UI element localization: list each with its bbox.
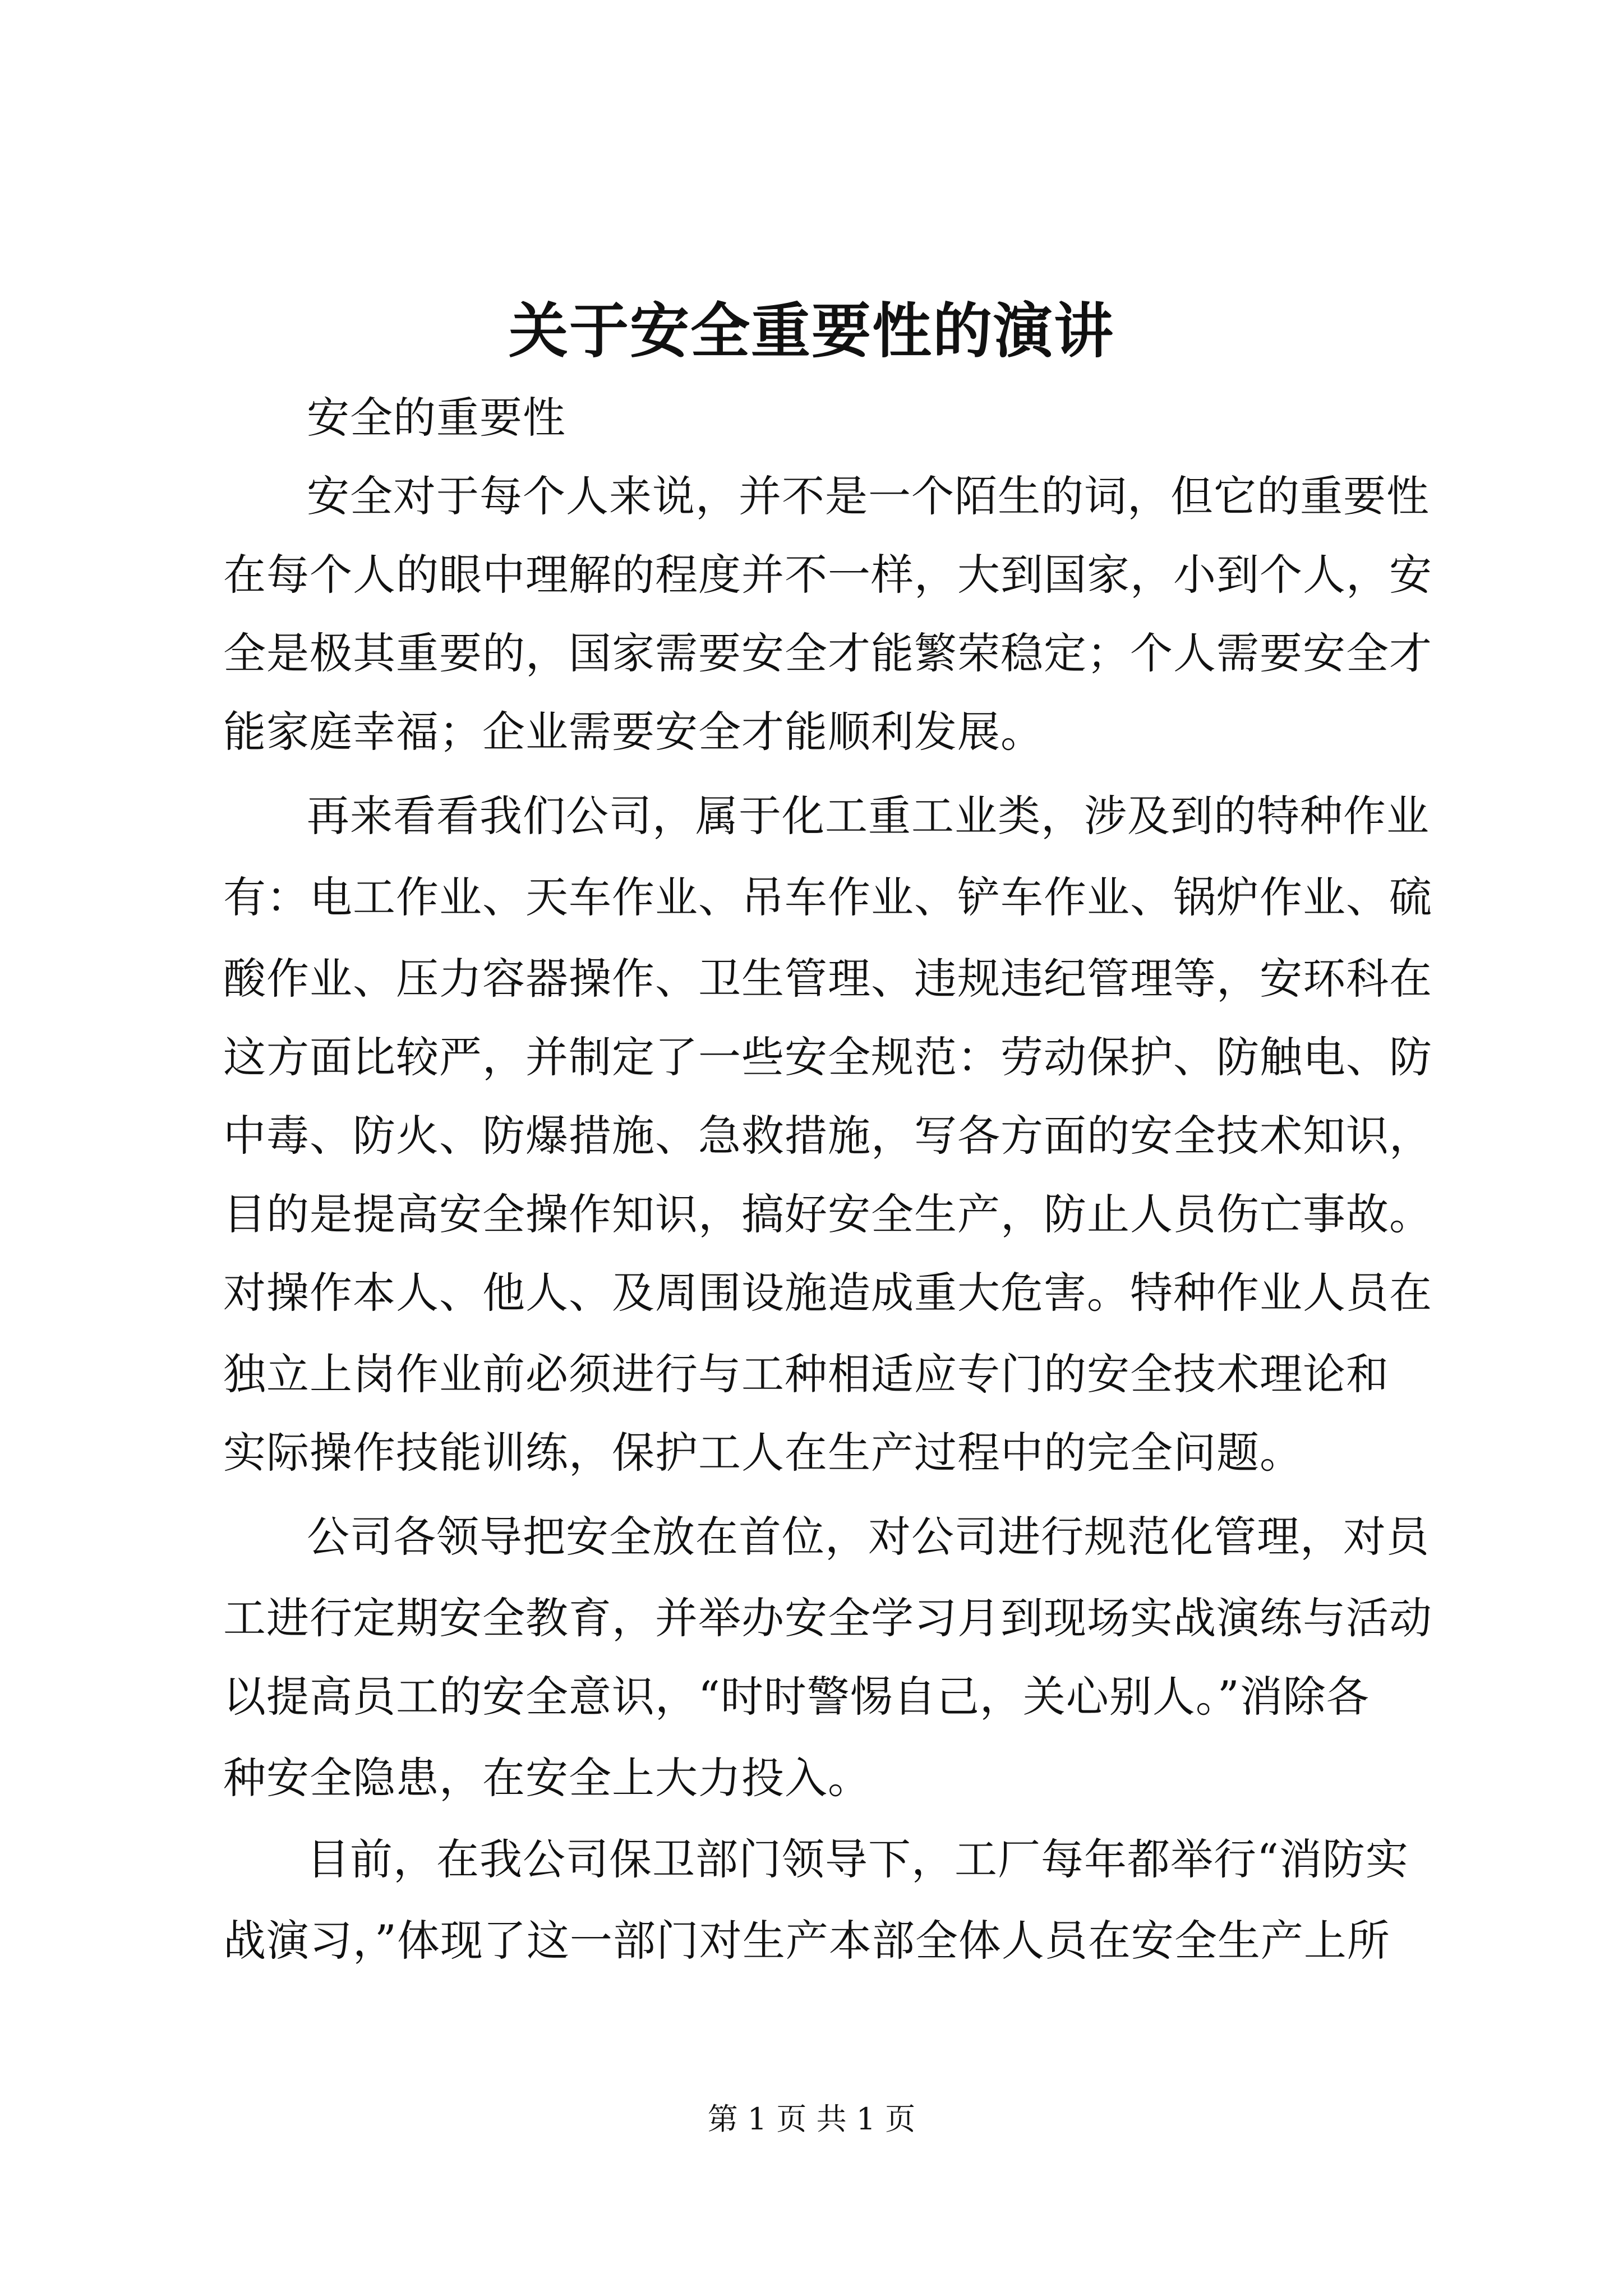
paragraph-2-line-4: 这方面比较严，并制定了一些安全规范：劳动保护、防触电、防 — [223, 1032, 1432, 1082]
page-number-footer: 第 1 页 共 1 页 — [707, 2101, 916, 2137]
paragraph-2-line-8: 独立上岗作业前必须进行与工种相适应专门的安全技术理论和 — [223, 1349, 1389, 1399]
paragraph-3-line-2: 工进行定期安全教育，并举办安全学习月到现场实战演练与活动 — [223, 1593, 1432, 1643]
paragraph-2-line-2: 有：电工作业、天车作业、吊车作业、铲车作业、锅炉作业、硫 — [223, 872, 1432, 922]
paragraph-2-line-6: 目的是提高安全操作知识，搞好安全生产，防止人员伤亡事故。 — [223, 1189, 1432, 1239]
paragraph-2-line-9: 实际操作技能训练，保护工人在生产过程中的完全问题。 — [223, 1428, 1303, 1478]
paragraph-2-line-7: 对操作本人、他人、及周围设施造成重大危害。特种作业人员在 — [223, 1268, 1432, 1318]
paragraph-4-line-2: 战演习，”体现了这一部门对生产本部全体人员在安全生产上所 — [223, 1916, 1390, 1966]
paragraph-4-line-1: 目前，在我公司保卫部门领导下，工厂每年都举行“消防实 — [307, 1834, 1409, 1884]
paragraph-2-line-5: 中毒、防火、防爆措施、急救措施，写各方面的安全技术知识， — [223, 1111, 1432, 1161]
paragraph-3-line-1: 公司各领导把安全放在首位，对公司进行规范化管理，对员 — [307, 1512, 1430, 1562]
document-title: 关于安全重要性的演讲 — [509, 296, 1114, 366]
paragraph-3-line-4: 种安全隐患，在安全上大力投入。 — [223, 1753, 871, 1803]
paragraph-2-line-1: 再来看看我们公司，属于化工重工业类，涉及到的特种作业 — [307, 791, 1430, 841]
paragraph-1-line-4: 能家庭幸福；企业需要安全才能顺利发展。 — [223, 707, 1044, 757]
paragraph-1-line-3: 全是极其重要的，国家需要安全才能繁荣稳定；个人需要安全才 — [223, 628, 1432, 678]
paragraph-1-line-2: 在每个人的眼中理解的程度并不一样，大到国家，小到个人，安 — [223, 550, 1432, 600]
paragraph-1-line-1: 安全对于每个人来说，并不是一个陌生的词，但它的重要性 — [307, 471, 1430, 521]
paragraph-2-line-3: 酸作业、压力容器操作、卫生管理、违规违纪管理等，安环科在 — [223, 954, 1432, 1004]
paragraph-subtitle-line: 安全的重要性 — [307, 393, 566, 443]
paragraph-3-line-3: 以提高员工的安全意识，“时时警惕自己，关心别人。”消除各 — [223, 1672, 1370, 1722]
